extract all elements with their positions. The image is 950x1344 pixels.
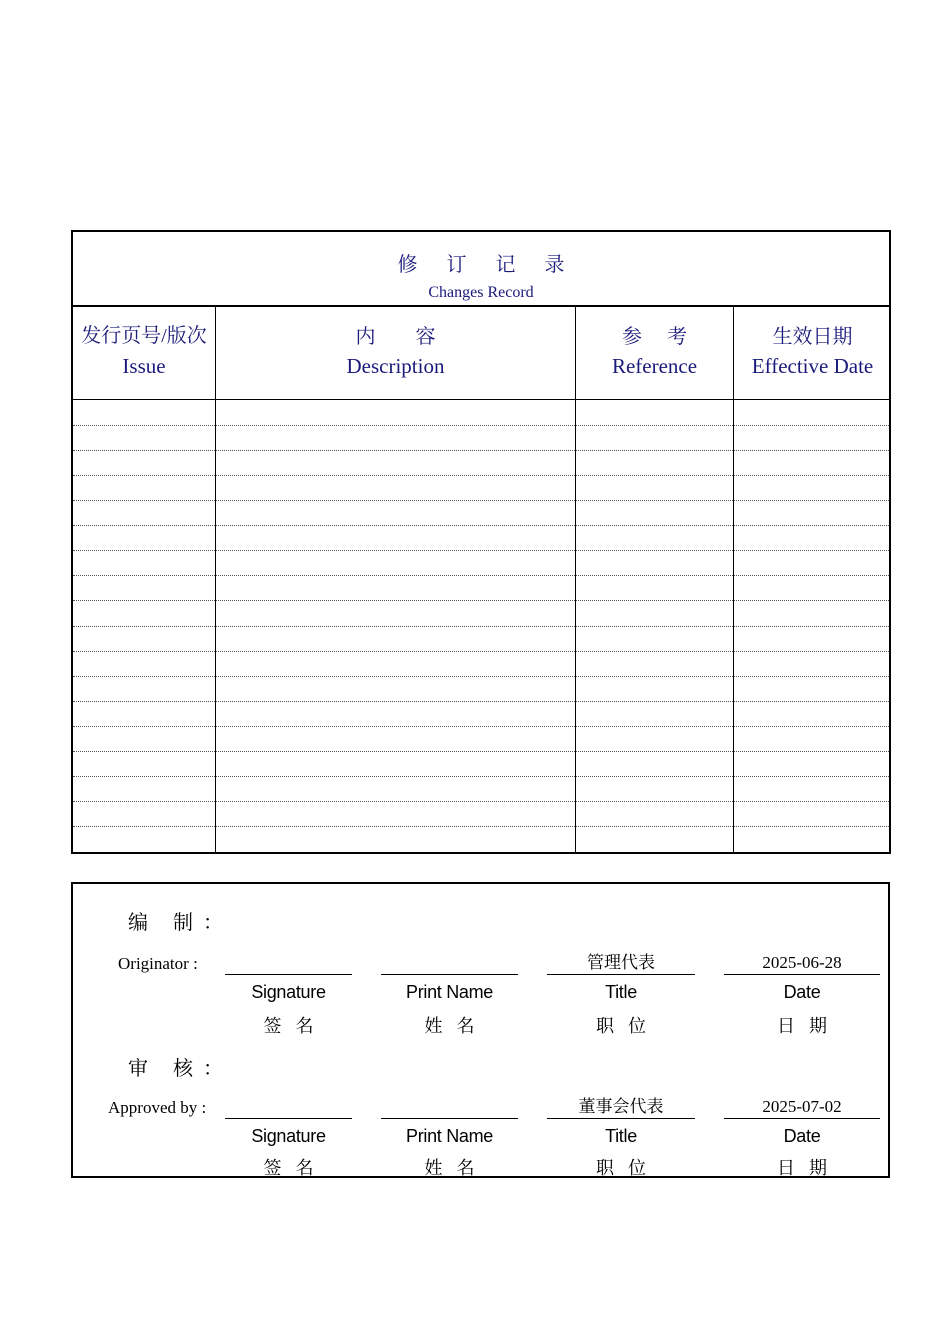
signature-caption: Signature xyxy=(251,982,326,1002)
table-row xyxy=(73,600,889,601)
column-header-cn: 发行页号/版次 xyxy=(81,325,207,347)
table-row xyxy=(73,726,889,727)
print-name-caption-cn: 姓名 xyxy=(424,1158,489,1178)
column-header-cn: 内 容 xyxy=(355,326,436,348)
date-caption: Date xyxy=(783,1126,821,1146)
table-row xyxy=(73,425,889,426)
table-row xyxy=(73,550,889,551)
title-caption: Title xyxy=(605,982,637,1002)
originator-section-label: 编 制： xyxy=(128,912,233,934)
table-row xyxy=(73,776,889,777)
column-header-cn: 参 考 xyxy=(622,326,687,348)
signature-caption-cn: 签名 xyxy=(263,1158,328,1178)
table-row xyxy=(73,676,889,677)
signature-caption-cn: 签名 xyxy=(263,1016,328,1036)
date-caption: Date xyxy=(783,982,821,1002)
approver-label: Approved by : xyxy=(108,1098,207,1117)
signature-caption: Signature xyxy=(251,1126,326,1146)
record-title-cn: 修 订 记 录 xyxy=(397,254,577,276)
header-bottom-rule xyxy=(73,399,889,400)
table-row xyxy=(73,751,889,752)
column-header-issue xyxy=(73,307,215,399)
originator-title-field[interactable]: 管理代表 xyxy=(547,952,695,975)
column-header-en: Issue xyxy=(122,354,166,378)
table-row xyxy=(73,701,889,702)
originator-label: Originator : xyxy=(118,954,198,973)
column-header-cn: 生效日期 xyxy=(772,326,853,348)
approver-date-field[interactable]: 2025-07-02 xyxy=(724,1096,880,1119)
table-row xyxy=(73,575,889,576)
date-caption-cn: 日期 xyxy=(777,1158,841,1178)
table-row xyxy=(73,525,889,526)
table-row xyxy=(73,626,889,627)
record-title-en: Changes Record xyxy=(428,284,534,301)
originator-print-name-field[interactable] xyxy=(381,952,518,975)
table-row xyxy=(73,475,889,476)
column-header-en: Description xyxy=(346,354,445,378)
column-header-effective-date xyxy=(734,307,891,399)
print-name-caption: Print Name xyxy=(405,982,494,1002)
approval-box xyxy=(71,882,890,1178)
table-row xyxy=(73,826,889,827)
approver-print-name-field[interactable] xyxy=(381,1096,518,1119)
table-row xyxy=(73,651,889,652)
print-name-caption: Print Name xyxy=(405,1126,494,1146)
changes-record-table xyxy=(71,230,891,854)
column-header-description xyxy=(216,307,575,399)
approver-title-field[interactable]: 董事会代表 xyxy=(547,1096,695,1119)
table-row xyxy=(73,450,889,451)
date-caption-cn: 日期 xyxy=(777,1016,841,1036)
column-header-en: Effective Date xyxy=(751,354,874,378)
title-caption-cn: 职位 xyxy=(596,1158,660,1178)
title-caption-cn: 职位 xyxy=(596,1016,660,1036)
record-title-block xyxy=(73,232,889,307)
column-header-reference xyxy=(576,307,733,399)
print-name-caption-cn: 姓名 xyxy=(424,1016,489,1036)
table-row xyxy=(73,801,889,802)
table-row xyxy=(73,500,889,501)
approver-signature-field[interactable] xyxy=(225,1096,352,1119)
approver-section-label: 审 核： xyxy=(128,1058,233,1080)
originator-signature-field[interactable] xyxy=(225,952,352,975)
originator-date-field[interactable]: 2025-06-28 xyxy=(724,952,880,975)
title-caption: Title xyxy=(605,1126,637,1146)
column-header-en: Reference xyxy=(611,354,698,378)
